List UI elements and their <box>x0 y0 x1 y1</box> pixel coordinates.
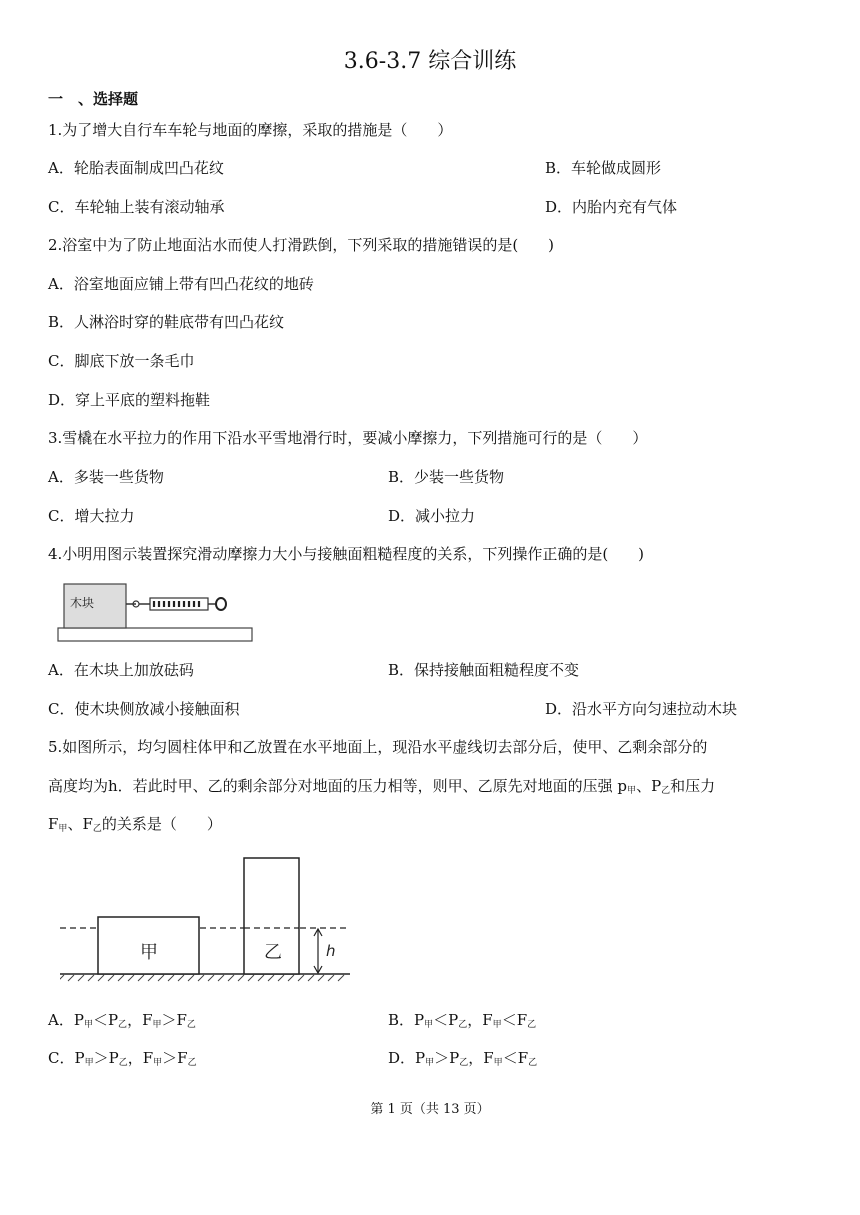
question-3-stem: 3.雪橇在水平拉力的作用下沿水平雪地滑行时，要减小摩擦力，下列措施可行的是（ ） <box>48 429 648 447</box>
q2-option-c[interactable]: C．脚底下放一条毛巾 <box>48 352 195 370</box>
question-1-stem: 1.为了增大自行车车轮与地面的摩擦，采取的措施是（ ） <box>48 121 453 139</box>
question-5-stem-line3: $F_甲$、$F_乙$的关系是（ ） <box>48 815 222 834</box>
q4-pull-ring <box>216 598 226 610</box>
q2-option-b[interactable]: B．人淋浴时穿的鞋底带有凹凸花纹 <box>48 313 285 331</box>
q5-option-b[interactable]: B．$P_甲<P_乙$，$F_甲<F_乙$ <box>388 1011 537 1030</box>
q5-figure <box>60 852 350 982</box>
q4-block-label: 木块 <box>70 596 95 610</box>
q5-label-jia: 甲 <box>140 942 158 963</box>
page-footer: 第 1 页（共 13 页） <box>370 1102 490 1117</box>
q3-option-b[interactable]: B．少装一些货物 <box>388 468 505 486</box>
q5-label-h: h <box>326 942 336 960</box>
q1-option-d[interactable]: D．内胎内充有气体 <box>545 198 678 216</box>
q3-option-d[interactable]: D．减小拉力 <box>388 507 476 525</box>
section-heading: 一 、选择题 <box>48 90 139 108</box>
q5-option-c[interactable]: C．$P_甲>P_乙$，$F_甲>F_乙$ <box>48 1049 197 1068</box>
q4-option-a[interactable]: A．在木块上加放砝码 <box>48 661 194 679</box>
q1-option-c[interactable]: C．车轮轴上装有滚动轴承 <box>48 198 225 216</box>
q5-label-yi: 乙 <box>264 942 282 963</box>
q5-option-a[interactable]: A．$P_甲<P_乙$，$F_甲>F_乙$ <box>48 1011 196 1030</box>
q3-option-c[interactable]: C．增大拉力 <box>48 507 135 525</box>
question-2-stem: 2.浴室中为了防止地面沾水而使人打滑跌倒，下列采取的措施错误的是( ) <box>48 236 555 254</box>
q2-option-a[interactable]: A．浴室地面应铺上带有凹凸花纹的地砖 <box>48 275 314 293</box>
question-5-stem-line1: 5.如图所示，均匀圆柱体甲和乙放置在水平地面上，现沿水平虚线切去部分后，使甲、乙剩余部分的 <box>48 738 708 756</box>
q4-option-b[interactable]: B．保持接触面粗糙程度不变 <box>388 661 580 679</box>
q2-option-d[interactable]: D．穿上平底的塑料拖鞋 <box>48 391 211 409</box>
question-5-stem-line2: 高度均为h．若此时甲、乙的剩余部分对地面的压力相等，则甲、乙原先对地面的压强 $p_甲$、$P_乙$和压力 <box>48 777 716 796</box>
q4-option-d[interactable]: D．沿水平方向匀速拉动木块 <box>545 700 738 718</box>
page-title: 3.6-3.7 综合训练 <box>343 49 517 74</box>
q4-option-c[interactable]: C．使木块侧放减小接触面积 <box>48 700 240 718</box>
q1-option-a[interactable]: A．轮胎表面制成凹凸花纹 <box>48 159 224 177</box>
q4-figure <box>56 580 256 644</box>
question-4-stem: 4.小明用图示装置探究滑动摩擦力大小与接触面粗糙程度的关系，下列操作正确的是( ) <box>48 545 645 563</box>
q3-option-a[interactable]: A．多装一些货物 <box>48 468 164 486</box>
q5-option-d[interactable]: D．$P_甲>P_乙$，$F_甲<F_乙$ <box>388 1049 538 1068</box>
q4-board <box>58 628 252 641</box>
q1-option-b[interactable]: B．车轮做成圆形 <box>545 159 662 177</box>
